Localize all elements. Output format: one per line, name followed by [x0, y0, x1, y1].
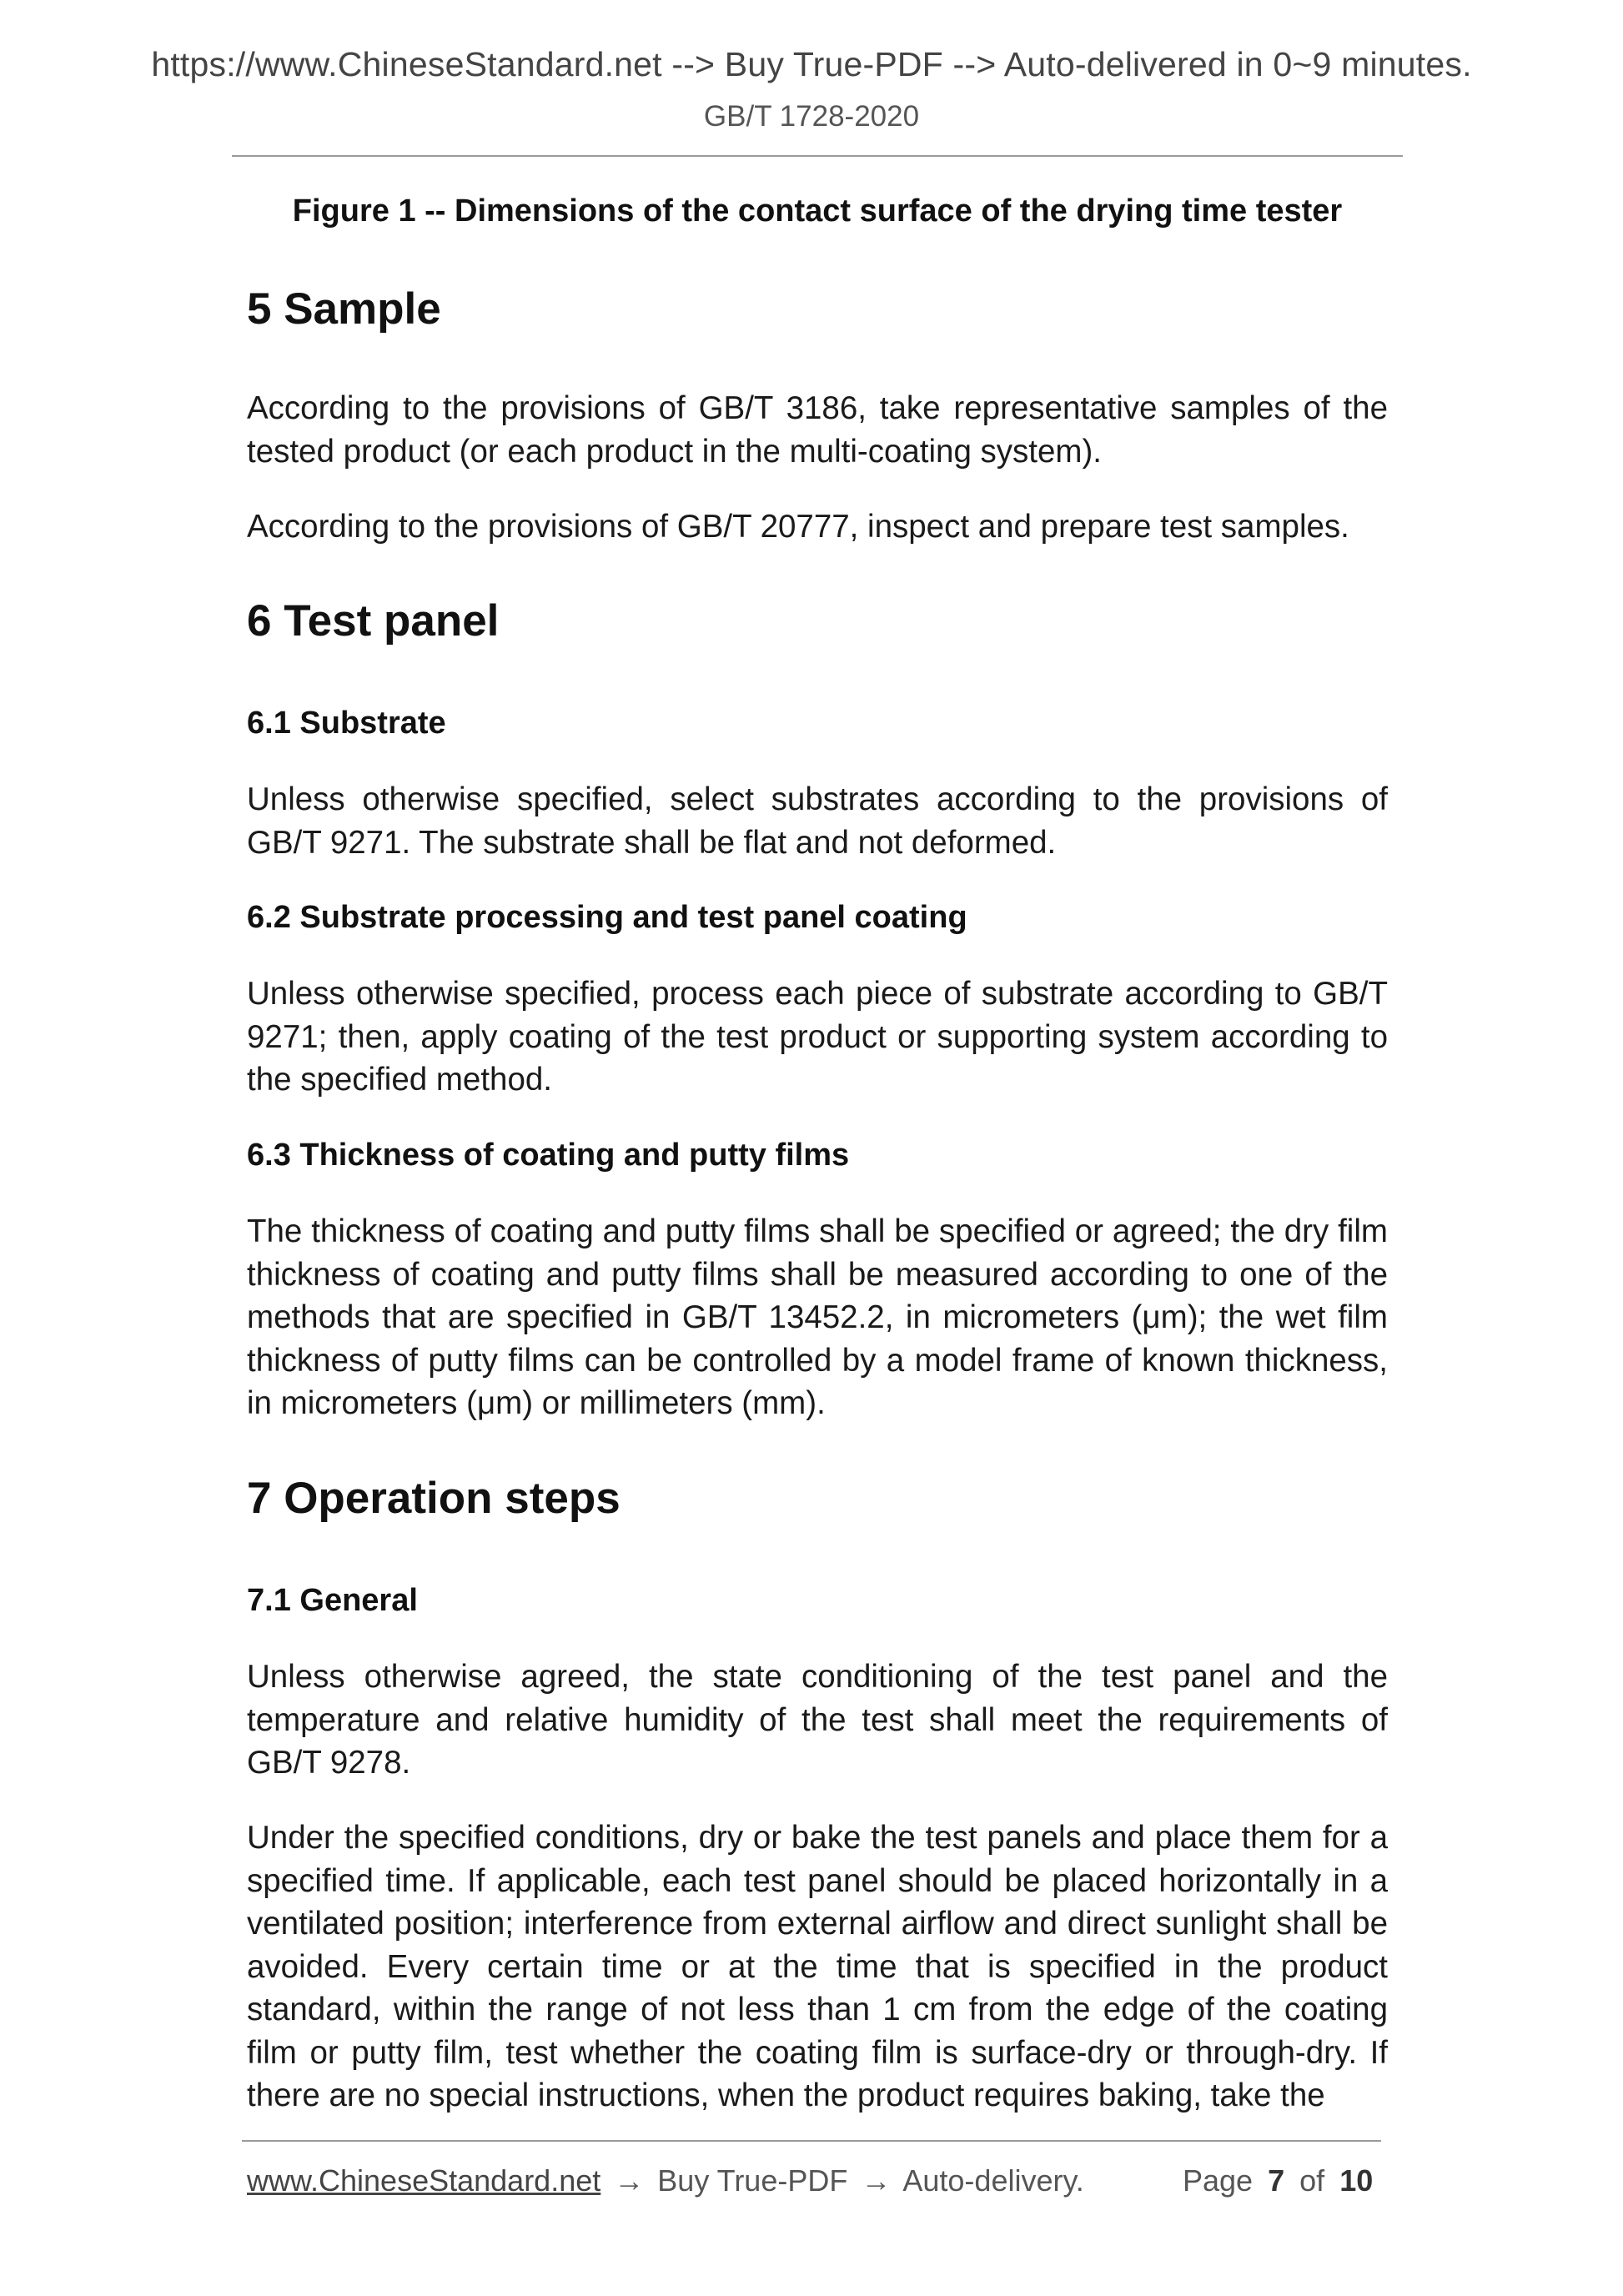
arrow-right-icon: → [614, 2163, 645, 2198]
section-6-3-title: 6.3 Thickness of coating and putty films [247, 1138, 850, 1173]
page-indicator [1183, 2163, 1379, 2198]
header-divider [232, 155, 1403, 157]
standard-code: GB/T 1728-2020 [703, 100, 920, 133]
arrow-right-icon: → [861, 2163, 892, 2198]
footer-divider [242, 2140, 1381, 2142]
footer-buy-text: Buy True-PDF [657, 2163, 848, 2198]
section-6-1-paragraph: Unless otherwise specified, select substrates according to the provisions of GB/T 9271. The substrate shall be flat and not deformed. [247, 781, 1388, 861]
section-7-1-paragraph-1: Unless otherwise agreed, the state conditioning of the test panel and the temperature and relative humidity of the test shall meet the requirements of GB/T 9278. [247, 1659, 1388, 1781]
section-6-2-paragraph: Unless otherwise specified, process each piece of substrate according to GB/T 9271; then, apply coating of the test product or supporting system according to the specified method. [247, 976, 1388, 1098]
footer-delivery-text: Auto-delivery. [902, 2163, 1084, 2198]
section-5-title: 5 Sample [247, 284, 441, 334]
section-7-1-title: 7.1 General [247, 1583, 418, 1618]
section-6-title: 6 Test panel [247, 596, 500, 646]
total-pages: 10 [1339, 2163, 1374, 2198]
section-7-title: 7 Operation steps [247, 1474, 621, 1523]
footer-promo [247, 2163, 1084, 2198]
section-7-1-paragraph-2: Under the specified conditions, dry or bake the test panels and place them for a specified time. If applicable, each test panel should be placed horizontally in a ventilated position; interference from external airflow and direct sunlight shall be avoided. Every certain time or at the time that is specified in the product standard, within the range of not less than 1 cm from the edge of the coating film or putty film, test whether the coating film is surface-dry or through-dry. If there are no special instructions, when the product requires baking, take the [247, 1820, 1388, 2113]
section-5-paragraph-1: According to the provisions of GB/T 3186, take representative samples of the tested product (or each product in the multi-coating system). [247, 390, 1388, 470]
section-6-2-title: 6.2 Substrate processing and test panel coating [247, 900, 967, 935]
header-banner[interactable]: https://www.ChineseStandard.net --> Buy True-PDF --> Auto-delivered in 0~9 minutes. [151, 45, 1472, 83]
page-number: 7 [1268, 2163, 1285, 2198]
figure-caption: Figure 1 -- Dimensions of the contact surface of the drying time tester [292, 193, 1343, 229]
section-6-3-paragraph: The thickness of coating and putty films shall be specified or agreed; the dry film thickness of coating and putty films shall be measured according to one of the methods that are specified in GB/T 13452.2, in micrometers (μm); the wet film thickness of putty films can be controlled by a model frame of known thickness, in micrometers (μm) or millimeters (mm). [247, 1213, 1388, 1421]
section-6-1-title: 6.1 Substrate [247, 706, 446, 741]
of-label: of [1299, 2163, 1325, 2198]
section-5-paragraph-2: According to the provisions of GB/T 20777, inspect and prepare test samples. [247, 509, 1349, 545]
footer-site-link[interactable]: www.ChineseStandard.net [247, 2163, 601, 2198]
page-label: Page [1183, 2163, 1254, 2198]
